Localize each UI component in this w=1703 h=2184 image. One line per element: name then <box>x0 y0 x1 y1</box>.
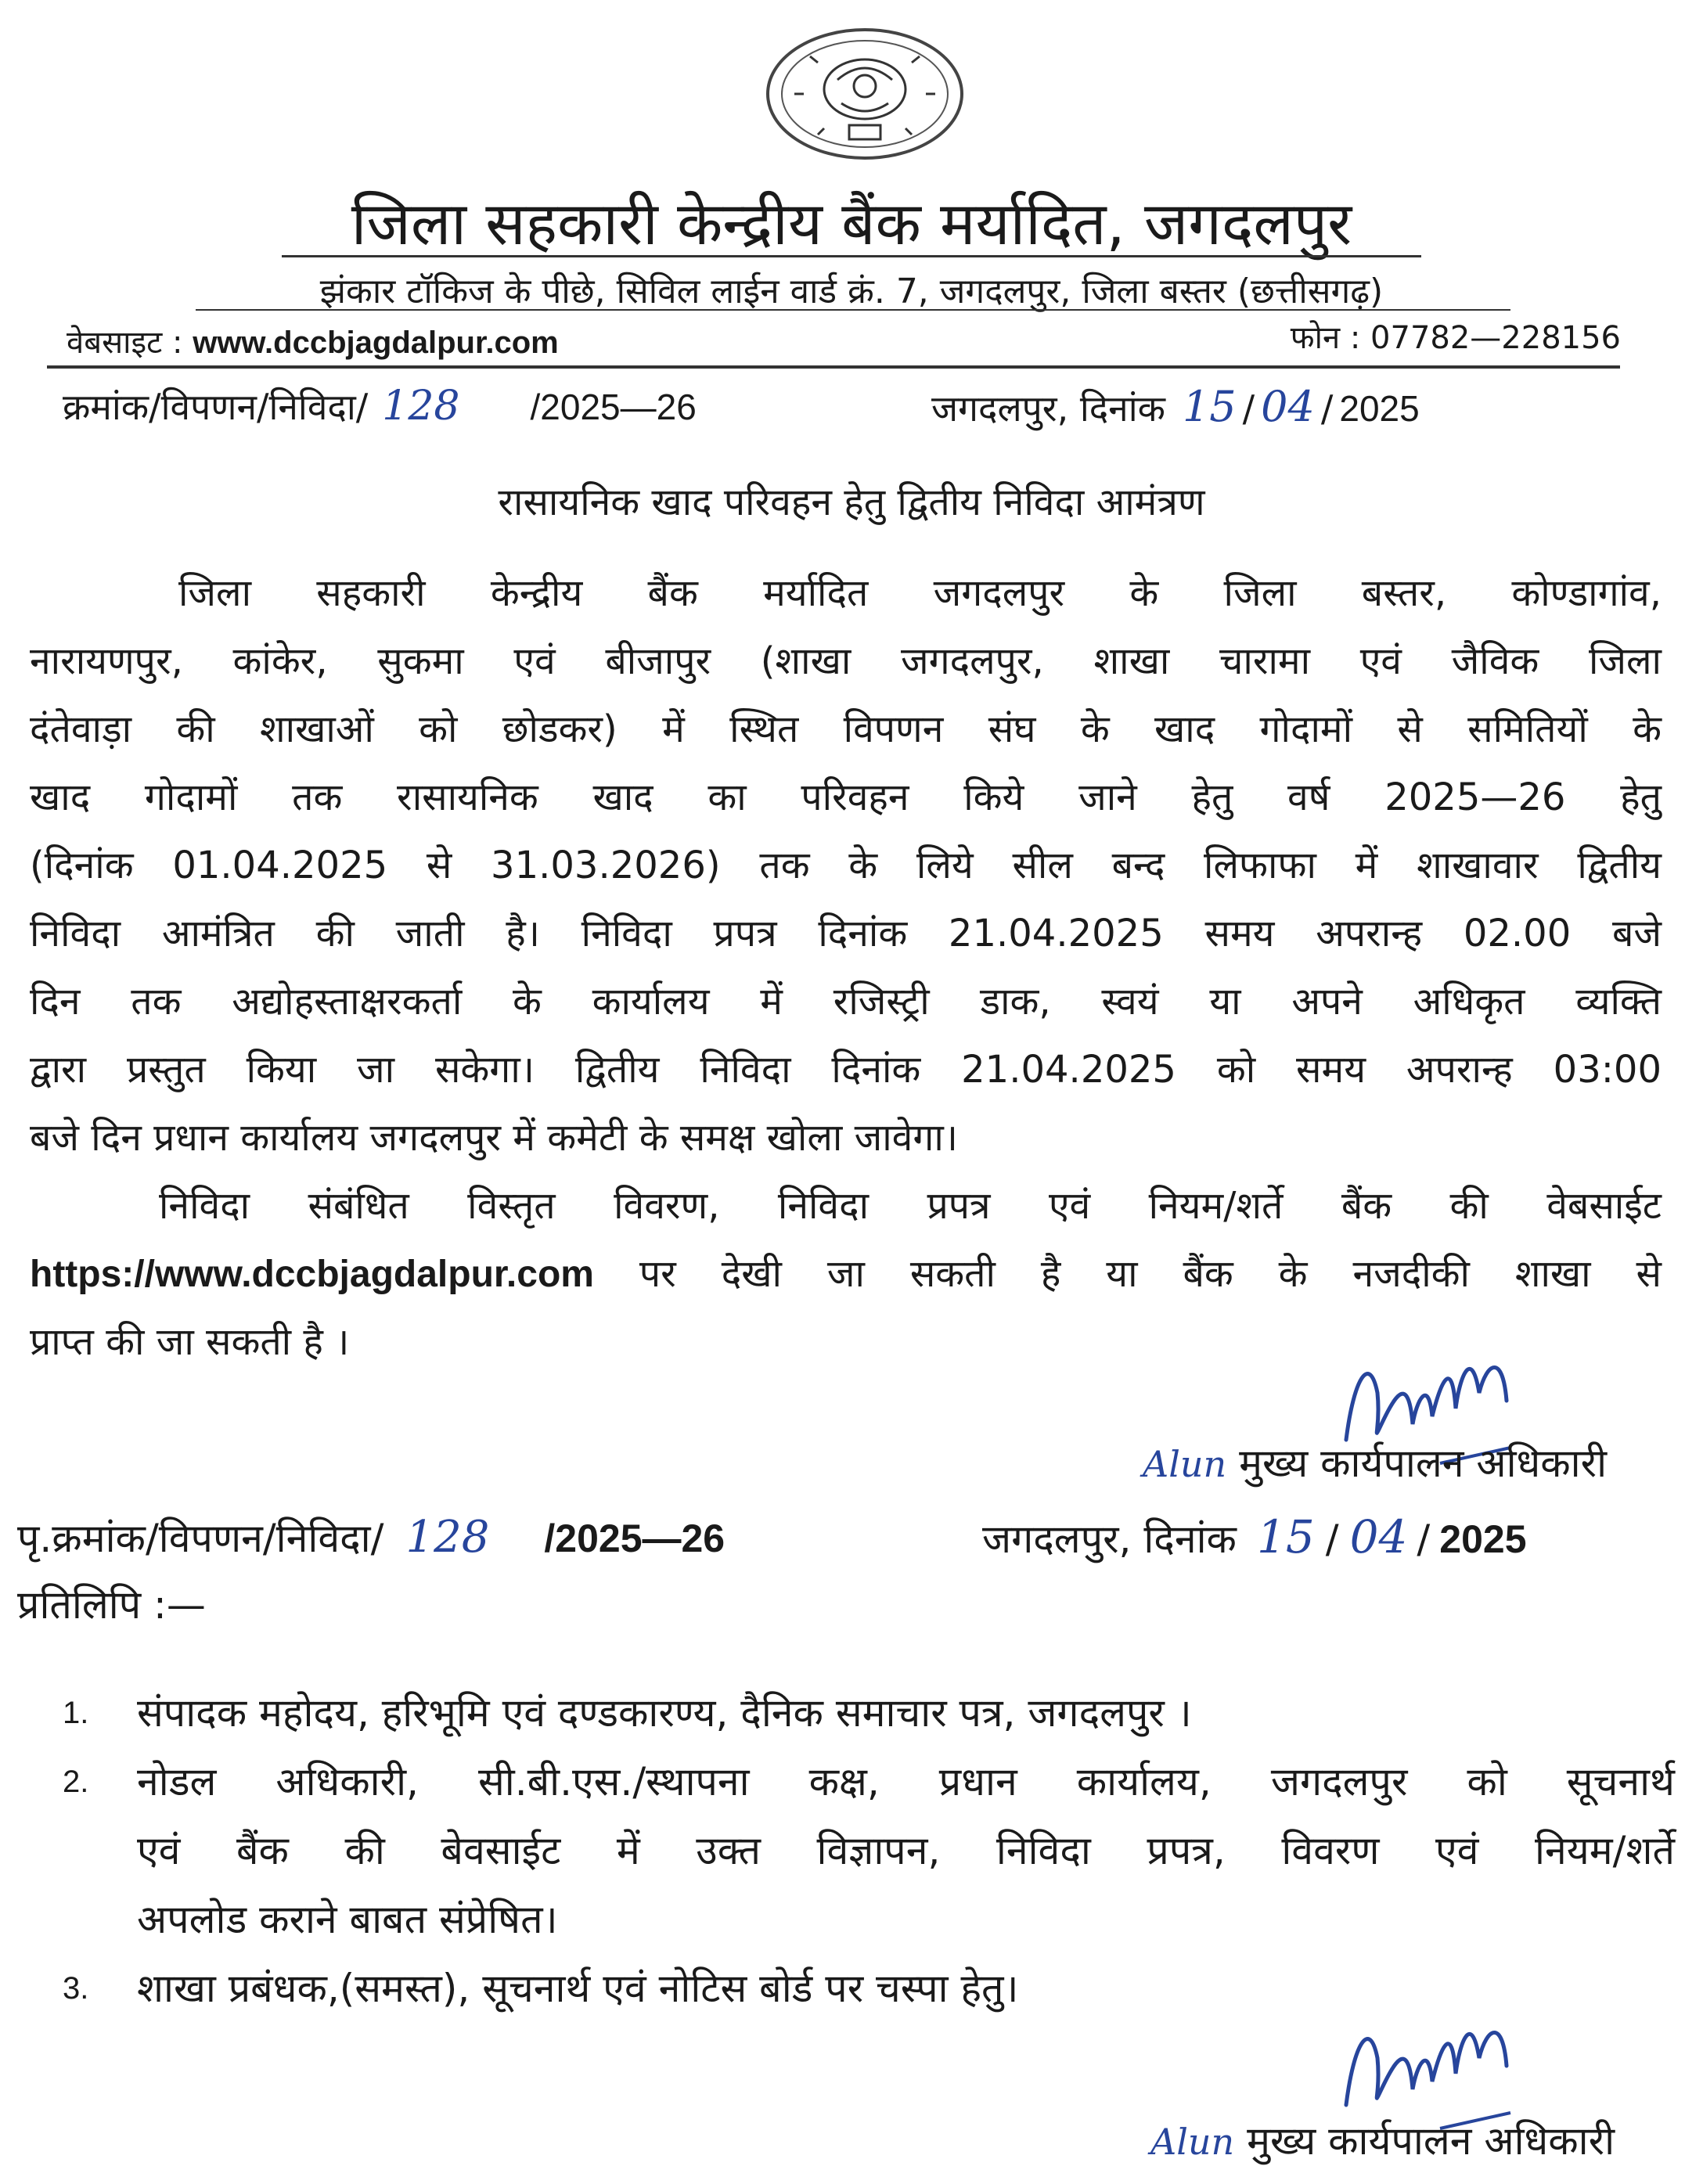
copy-reference-handwritten-number: 128 <box>405 1512 490 1563</box>
body-paragraph-1 <box>30 559 1662 1172</box>
list-item <box>63 1678 1675 1747</box>
copy-to-label: प्रतिलिपि :— <box>17 1582 206 1628</box>
designation-2 <box>1150 2113 1615 2166</box>
notice-subject: रासायनिक खाद परिवहन हेतु द्वितीय निविदा आमंत्रण <box>498 480 1205 524</box>
title-underline <box>282 255 1421 257</box>
reference-place-date-label: जगदलपुर, दिनांक <box>931 387 1165 430</box>
reference-date: जगदलपुर, दिनांक 15 / 04 / 2025 <box>931 382 1420 431</box>
paragraph-line: द्वारा प्रस्तुत किया जा सकेगा। द्वितीय निविदा दिनांक 21.04.2025 को समय अपरान्ह 03:00 <box>30 1048 1662 1092</box>
reference-number <box>63 382 697 430</box>
emblem-seal-icon <box>763 25 967 162</box>
tender-website-link[interactable]: https://www.dccbjagdalpur.com <box>30 1254 594 1295</box>
reference-handwritten-number: 128 <box>382 383 460 430</box>
list-line: अपलोड कराने बाबत संप्रेषित। <box>137 1897 558 1942</box>
list-line: एवं बैंक की बेवसाईट में उक्त विज्ञापन, निविदा प्रपत्र, विवरण एवं नियम/शर्ते <box>137 1828 1675 1873</box>
signature-mark <box>1323 1995 1526 2132</box>
website-link[interactable]: www.dccbjagdalpur.com <box>193 326 559 360</box>
paragraph-line: खाद गोदामों तक रासायनिक खाद का परिवहन किये जाने हेतु वर्ष 2025—26 हेतु <box>30 775 1662 819</box>
copy-reference-year: /2025—26 <box>544 1517 725 1560</box>
list-line: नोडल अधिकारी, सी.बी.एस./स्थापना कक्ष, प्रधान कार्यालय, जगदलपुर को सूचनार्थ <box>137 1759 1675 1804</box>
paragraph-line: दिन तक अद्योहस्ताक्षरकर्ता के कार्यालय में रजिस्ट्री डाक, स्वयं या अपने अधिकृत व्यक्ति <box>30 980 1662 1024</box>
list-number: 3. <box>63 1971 89 2006</box>
paragraph-line: बजे दिन प्रधान कार्यालय जगदलपुर में कमेटी के समक्ष खोला जावेगा। <box>30 1116 958 1160</box>
paragraph-line: जिला सहकारी केन्द्रीय बैंक मर्यादित जगदलपुर के जिला बस्तर, कोण्डागांव, <box>178 571 1662 615</box>
header-divider <box>47 365 1620 369</box>
signature-initial: Alun <box>1150 2121 1235 2163</box>
website-line <box>67 319 559 362</box>
designation-text: मुख्य कार्यपालन अधिकारी <box>1239 1441 1608 1486</box>
reference-month: 04 <box>1261 382 1315 431</box>
reference-year-suffix: 2025 <box>1339 388 1420 429</box>
reference-day: 15 <box>1182 382 1237 431</box>
bank-name-heading: जिला सहकारी केन्द्रीय बैंक मर्यादित, जगदलपुर <box>351 189 1352 258</box>
address-underline <box>196 309 1510 311</box>
paragraph-line <box>30 1240 1662 1308</box>
paragraph-line: नारायणपुर, कांकेर, सुकमा एवं बीजापुर (शाखा जगदलपुर, शाखा चारामा एवं जैविक जिला <box>30 639 1662 683</box>
copy-reference-place-date-label: जगदलपुर, दिनांक <box>982 1517 1237 1562</box>
paragraph-line: निविदा आमंत्रित की जाती है। निविदा प्रपत्र दिनांक 21.04.2025 समय अपरान्ह 02.00 बजे <box>30 912 1662 955</box>
copy-reference-date: जगदलपुर, दिनांक 15 / 04 / 2025 <box>982 1510 1527 1563</box>
designation-1 <box>1143 1435 1607 1488</box>
list-text: संपादक महोदय, हरिभूमि एवं दण्डकारण्य, दैनिक समाचार पत्र, जगदलपुर । <box>137 1690 1192 1736</box>
copy-reference-day: 15 <box>1256 1510 1315 1563</box>
paragraph-line: दंतेवाड़ा की शाखाओं को छोडकर) में स्थित विपणन संघ के खाद गोदामों से समितियों के <box>30 707 1662 751</box>
copy-reference-month: 04 <box>1349 1510 1408 1563</box>
list-number: 1. <box>63 1696 89 1730</box>
website-label: वेबसाइट : <box>67 325 183 361</box>
list-text: शाखा प्रबंधक,(समस्त), सूचनार्थ एवं नोटिस बोर्ड पर चस्पा हेतु। <box>137 1966 1019 2011</box>
phone-number: फोन : 07782—228156 <box>1290 320 1621 356</box>
list-text <box>137 1747 1675 1954</box>
list-number: 2. <box>63 1765 89 1799</box>
signature-initial: Alun <box>1143 1443 1227 1485</box>
copy-list <box>63 1678 1675 2023</box>
paragraph-text: पर देखी जा सकती है या बैंक के नजदीकी शाखा से <box>639 1252 1662 1296</box>
designation-text: मुख्य कार्यपालन अधिकारी <box>1247 2118 1615 2164</box>
paragraph-line: निविदा संबंधित विस्तृत विवरण, निविदा प्रपत्र एवं नियम/शर्ते बैंक की वेबसाईट <box>159 1184 1662 1228</box>
copy-reference-number <box>17 1510 725 1563</box>
copy-reference-prefix: पृ.क्रमांक/विपणन/निविदा/ <box>17 1516 384 1561</box>
copy-reference-year-suffix: 2025 <box>1439 1517 1527 1561</box>
reference-prefix: क्रमांक/विपणन/निविदा/ <box>63 386 369 428</box>
paragraph-line: प्राप्त की जा सकती है । <box>30 1320 350 1364</box>
paragraph-line: (दिनांक 01.04.2025 से 31.03.2026) तक के लिये सील बन्द लिफाफा में शाखावार द्वितीय <box>30 844 1662 887</box>
bank-address: झंकार टॉकिज के पीछे, सिविल लाईन वार्ड क्रं. 7, जगदलपुर, जिला बस्तर (छत्तीसगढ़) <box>319 272 1384 311</box>
list-item <box>63 1747 1675 1954</box>
reference-year: /2025—26 <box>530 387 697 427</box>
